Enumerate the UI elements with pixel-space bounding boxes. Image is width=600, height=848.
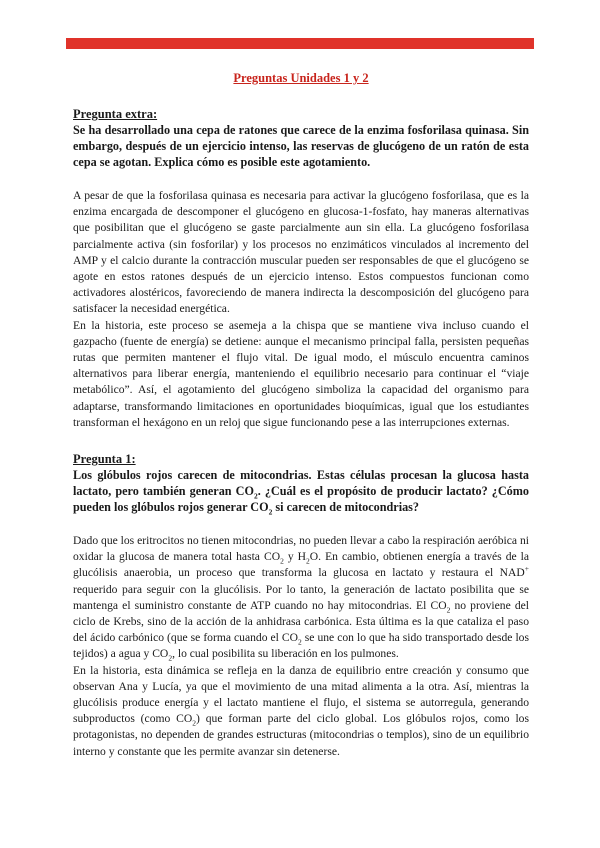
extra-answer-paragraph-1: A pesar de que la fosforilasa quinasa es necesaria para activar la glucógeno fosforilasa, que es la enzima encargada de descomponer el glucógeno en glucosa-1-fosfato, hay maneras alternativas que posibilitan que el glucógeno se gaste parcialmente aun sin ella. La glucógeno fosforilasa parcialmente activa (sin fosforilar) y los procesos no enzimáticos vinculados al incremento del AMP y el calcio durante la contracción muscular pueden ser responsables de que el glucógeno se agote en estos ratones después de un ejercicio intenso. Estos compuestos funcionan como activadores alostéricos, favoreciendo de manera indirecta la descomposición del glucógeno para satisfacer la necesidad energética. [73, 189, 529, 316]
question-1-answer-paragraph-2: En la historia, esta dinámica se refleja en la danza de equilibrio entre creación y consumo que observan Ana y Lucía, ya que el movimiento de una mitad alimenta a la otra. Así, mientras la glucólisis produce energía y el lactato mantiene el flujo, el sistema se autorregula, generando subproductos (como $CO_2$) que forman parte del ciclo global. Los glóbulos rojos, como los protagonistas, no dependen de grandes estructuras (mitocondrias o templos), sino de un equilibrio interno y constante que les permite avanzar sin detenerse. [73, 663, 529, 758]
extra-question-text: Se ha desarrollado una cepa de ratones que carece de la enzima fosforilasa quinasa. Sin embargo, después de un ejercicio intenso, las reservas de glucógeno de un ratón de esta cepa se agotan. Explica cómo es posible este agotamiento. [73, 123, 529, 169]
extra-answer-paragraph-2: En la historia, este proceso se asemeja a la chispa que se mantiene viva incluso cuando el gazpacho (fuente de energía) se detiene: aunque el mecanismo principal falla, persisten pequeñas rutas que permiten mantener el flujo vital. De igual modo, el músculo encuentra caminos alternativos para liberar energía, manteniendo el equilibrio necesario para continuar el “viaje metabólico”. Así, el agotamiento del glucógeno simboliza la capacidad del organismo para adaptarse, transformando limitaciones en oportunidades bioquímicas, igual que los estudiantes transforman el hexágono en un reloj que sigue funcionando pese a las interrupciones externas. [73, 318, 529, 429]
extra-question-label: Pregunta extra: [73, 107, 158, 121]
question-1-text: Los glóbulos rojos carecen de mitocondrias. Estas células procesan la glucosa hasta lactato, pero también generan $CO_2$. ¿Cuál es el propósito de producir lactato? ¿Cómo pueden los glóbulos rojos generar $CO_2$ si carecen de mitocondrias? [73, 468, 529, 517]
document-body [73, 70, 529, 760]
question-1-label: Pregunta 1: [73, 452, 136, 467]
header-accent-bar [66, 38, 534, 49]
question-1-answer-paragraph-1: Dado que los eritrocitos no tienen mitocondrias, no pueden llevar a cabo la respiración aeróbica ni oxidar la glucosa de manera total hasta $CO_2$ y $H_2O$. En cambio, obtienen energía a través de la glucólisis anaerobia, un proceso que transforma la glucosa en lactato y restaura el NAD+ requerido para seguir con la glucólisis. Por lo tanto, la generación de lactato posibilita que se mantenga el suministro constante de ATP cuando no hay mitocondrias. El $CO_2$ no proviene del ciclo de Krebs, sino de la acción de la anhidrasa carbónica. Esta última es la que cataliza el paso del ácido carbónico (que se forma cuando el $CO_2$ se une con lo que ha sido transportado desde los tejidos) a agua y $CO_2$, lo cual posibilita su liberación en los pulmones. [73, 534, 530, 663]
document-title: Preguntas Unidades 1 y 2 [233, 71, 369, 85]
